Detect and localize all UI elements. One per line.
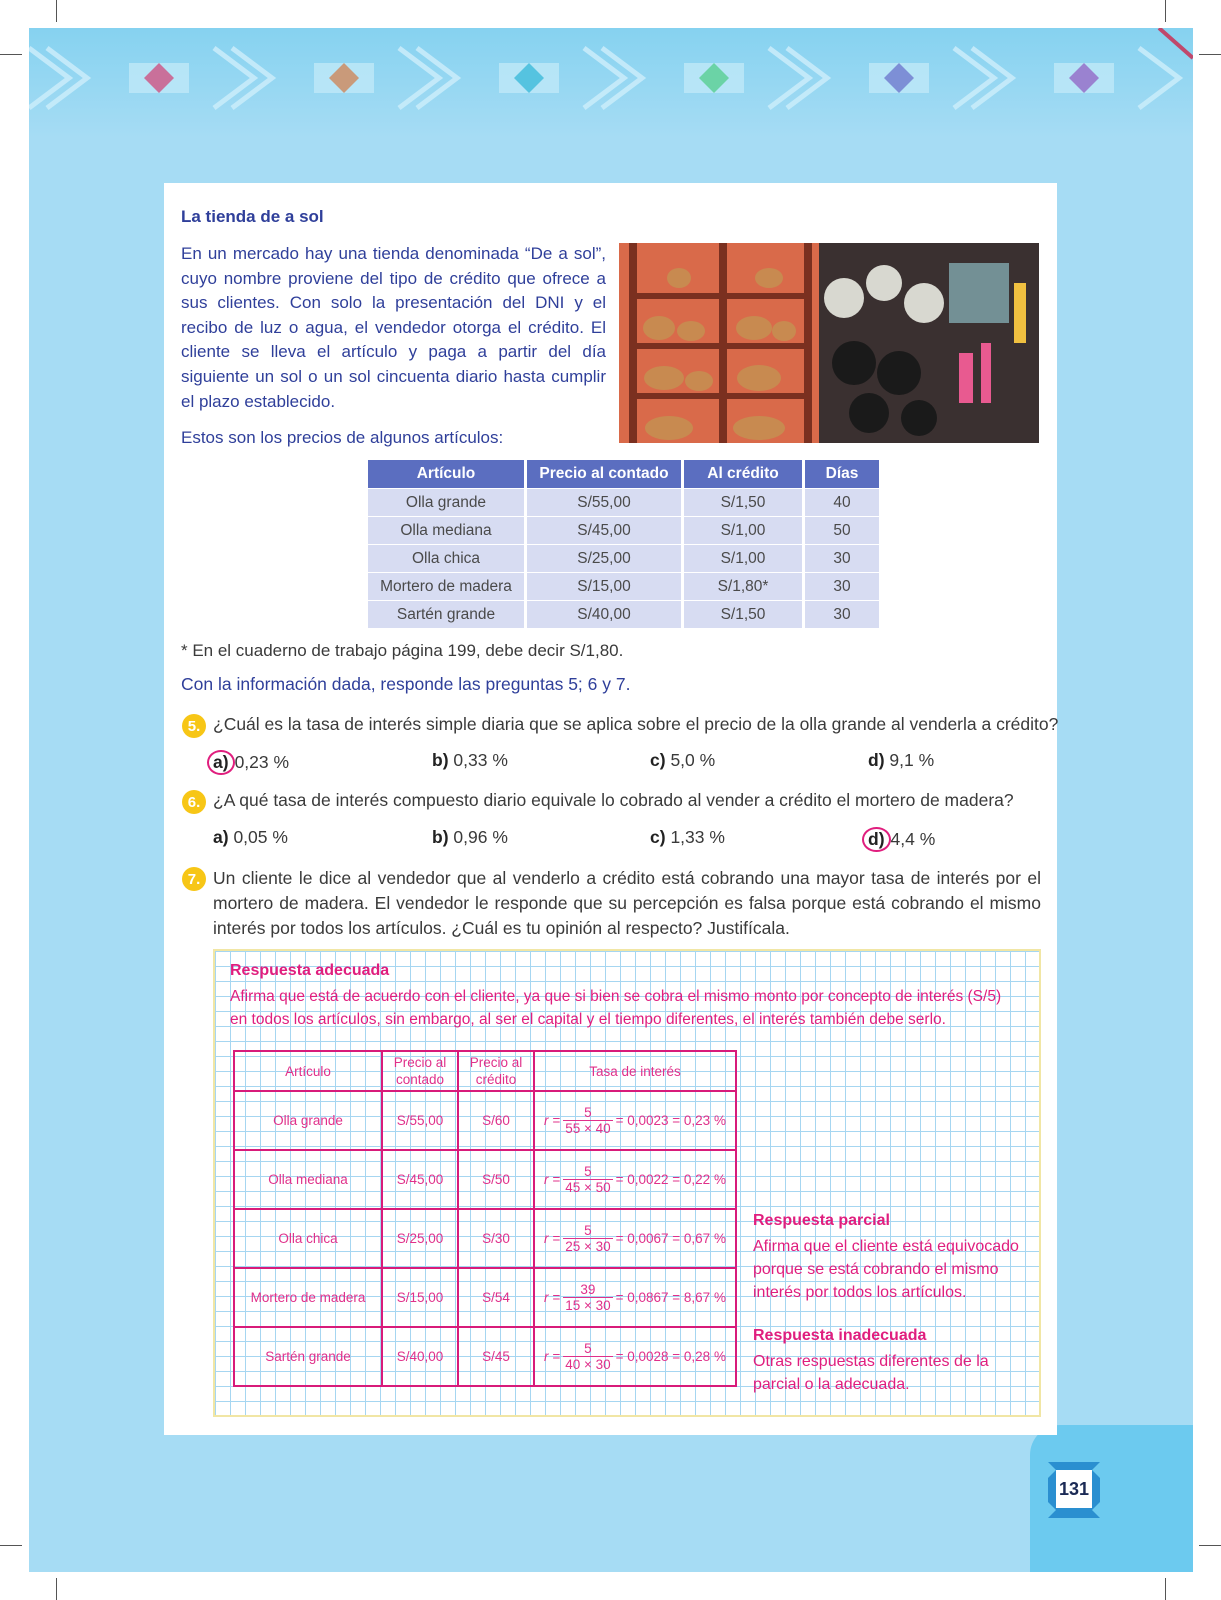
table-cell: S/55,00 — [527, 489, 681, 516]
table-cell: S/45 — [458, 1327, 534, 1386]
table-cell: S/25,00 — [527, 545, 681, 572]
column-header: Precio al crédito — [458, 1051, 534, 1091]
table-cell: S/30 — [458, 1209, 534, 1268]
formula — [544, 1105, 726, 1136]
table-header-row — [368, 460, 879, 488]
table-cell: Olla chica — [234, 1209, 382, 1268]
table-cell: S/50 — [458, 1150, 534, 1209]
trim-mark — [1199, 1545, 1221, 1546]
decorative-banner — [29, 28, 1193, 138]
table-row — [368, 601, 879, 628]
numerator: 5 — [584, 1341, 592, 1356]
numerator: 5 — [584, 1164, 592, 1179]
formula-cell — [534, 1091, 736, 1150]
table-cell: S/15,00 — [527, 573, 681, 600]
formula — [544, 1223, 726, 1254]
option-text: 5,0 % — [670, 750, 716, 770]
trim-mark — [56, 0, 57, 22]
intro-paragraph: En un mercado hay una tienda denominada “De a sol”, cuyo nombre proviene del tipo de crédito que ofrece a sus clientes. Con solo la presentación del DNI y el recibo de luz o agua, el vendedor otorga el crédito. El cliente se lleva el artículo y paga a partir del día siguiente un sol o un sol cincuenta diario hasta cumplir el plazo establecido. — [181, 244, 606, 411]
table-row — [368, 517, 879, 544]
table-cell: 30 — [805, 601, 879, 628]
question-text: ¿A qué tasa de interés compuesto diario equivale lo cobrado al vender a crédito el mortero de madera? — [213, 790, 1014, 810]
trim-mark — [56, 1578, 57, 1600]
banner-pattern-icon — [29, 28, 1193, 138]
interest-rate-table — [233, 1050, 737, 1387]
table-cell: S/40,00 — [382, 1327, 458, 1386]
formula — [544, 1341, 726, 1372]
question-text: ¿Cuál es la tasa de interés simple diaria que se aplica sobre el precio de la olla grande al venderla a crédito? — [213, 714, 1059, 734]
table-row — [368, 573, 879, 600]
fraction — [563, 1223, 612, 1254]
inadequate-answer-title: Respuesta inadecuada — [753, 1327, 927, 1344]
table-cell: 50 — [805, 517, 879, 544]
trim-mark — [0, 54, 22, 55]
table-row — [368, 489, 879, 516]
table-row — [368, 545, 879, 572]
formula — [544, 1282, 726, 1313]
formula-var: r = — [544, 1290, 561, 1305]
denominator: 55 × 40 — [565, 1121, 611, 1136]
table-cell: Sartén grande — [368, 601, 524, 628]
table-header-row — [234, 1051, 736, 1091]
option-text: 9,1 % — [889, 750, 935, 770]
table-cell: 30 — [805, 573, 879, 600]
table-cell: Olla mediana — [368, 517, 524, 544]
column-header: Precio al contado — [382, 1051, 458, 1091]
option-letter: c) — [650, 750, 666, 770]
answer-option — [650, 750, 715, 771]
prices-table — [365, 459, 882, 629]
question-number-badge: 7. — [182, 867, 206, 891]
table-cell: S/1,50 — [684, 601, 802, 628]
formula-result: = 0,0067 = 0,67 % — [615, 1231, 726, 1246]
formula-cell — [534, 1150, 736, 1209]
prices-intro: Estos son los precios de algunos artículos: — [181, 428, 504, 447]
table-row — [234, 1091, 736, 1150]
fraction — [563, 1282, 612, 1313]
option-letter: b) — [432, 750, 449, 770]
column-header: Artículo — [368, 460, 524, 488]
table-cell: S/45,00 — [382, 1150, 458, 1209]
answer-option — [868, 750, 934, 771]
table-cell: Sartén grande — [234, 1327, 382, 1386]
page-number: 131 — [1056, 1470, 1092, 1508]
table-cell: S/1,50 — [684, 489, 802, 516]
denominator: 40 × 30 — [565, 1357, 611, 1372]
answer-option — [432, 750, 508, 771]
denominator: 25 × 30 — [565, 1239, 611, 1254]
trim-mark — [0, 1545, 22, 1546]
footnote: * En el cuaderno de trabajo página 199, debe decir S/1,80. — [181, 641, 624, 660]
adequate-answer-title: Respuesta adecuada — [230, 962, 390, 979]
question-number-badge: 5. — [182, 714, 206, 738]
option-text: 1,33 % — [670, 827, 725, 847]
formula-cell — [534, 1327, 736, 1386]
answer-option — [213, 827, 288, 848]
fraction — [563, 1164, 612, 1195]
table-cell: S/55,00 — [382, 1091, 458, 1150]
numerator: 5 — [584, 1105, 592, 1120]
column-header: Artículo — [234, 1051, 382, 1091]
table-row — [234, 1327, 736, 1386]
option-text: 0,23 % — [234, 752, 290, 772]
option-text: 4,4 % — [890, 829, 936, 849]
market-shop-photo — [619, 243, 1039, 443]
formula-var: r = — [544, 1349, 561, 1364]
partial-answer-text: Afirma que el cliente está equivocado porque se está cobrando el mismo interés por todos los artículos. — [753, 1238, 1019, 1301]
option-text: 0,33 % — [453, 750, 508, 770]
table-row — [234, 1150, 736, 1209]
option-letter-circled: d) — [862, 827, 891, 852]
table-cell: S/45,00 — [527, 517, 681, 544]
table-cell: Olla grande — [234, 1091, 382, 1150]
section-title: La tienda de a sol — [181, 207, 324, 226]
instruction: Con la información dada, responde las preguntas 5; 6 y 7. — [181, 674, 631, 694]
table-cell: S/60 — [458, 1091, 534, 1150]
option-letter-circled: a) — [207, 750, 235, 775]
trim-mark — [1165, 1578, 1166, 1600]
table-cell: Olla mediana — [234, 1150, 382, 1209]
table-cell: Olla chica — [368, 545, 524, 572]
answer-option — [868, 827, 935, 852]
question-text: Un cliente le dice al vendedor que al venderlo a crédito está cobrando una mayor tasa de interés por el mortero de madera. El vendedor le responde que su percepción es falsa porque está cobrando el mismo interés por todos los artículos. ¿Cuál es tu opinión al respecto? Justifícala. — [213, 868, 1041, 938]
fraction — [563, 1341, 612, 1372]
denominator: 15 × 30 — [565, 1298, 611, 1313]
numerator: 5 — [584, 1223, 592, 1238]
adequate-answer-text: Afirma que está de acuerdo con el cliente, ya que si bien se cobra el mismo monto por concepto de interés (S/5) en todos los artículos, sin embargo, al ser el capital y el tiempo diferentes, el interés también debe serlo. — [230, 988, 1002, 1028]
formula-result: = 0,0023 = 0,23 % — [615, 1113, 726, 1128]
answer-option — [650, 827, 725, 848]
partial-answer-title: Respuesta parcial — [753, 1212, 890, 1229]
table-cell: Mortero de madera — [234, 1268, 382, 1327]
inadequate-answer-text: Otras respuestas diferentes de la parcial o la adecuada. — [753, 1353, 989, 1393]
denominator: 45 × 50 — [565, 1180, 611, 1195]
answer-option — [213, 750, 289, 775]
table-cell: 40 — [805, 489, 879, 516]
option-text: 0,05 % — [233, 827, 288, 847]
column-header: Tasa de interés — [534, 1051, 736, 1091]
table-cell: Mortero de madera — [368, 573, 524, 600]
column-header: Al crédito — [684, 460, 802, 488]
formula-var: r = — [544, 1172, 561, 1187]
column-header: Precio al contado — [527, 460, 681, 488]
table-cell: Olla grande — [368, 489, 524, 516]
table-cell: S/15,00 — [382, 1268, 458, 1327]
trim-mark — [1199, 54, 1221, 55]
formula-var: r = — [544, 1113, 561, 1128]
column-header: Días — [805, 460, 879, 488]
question-number-badge: 6. — [182, 790, 206, 814]
formula-result: = 0,0028 = 0,28 % — [615, 1349, 726, 1364]
table-row — [234, 1209, 736, 1268]
table-cell: S/1,00 — [684, 545, 802, 572]
option-letter: b) — [432, 827, 449, 847]
table-cell: S/25,00 — [382, 1209, 458, 1268]
table-cell: S/1,00 — [684, 517, 802, 544]
fraction — [563, 1105, 612, 1136]
table-cell: S/54 — [458, 1268, 534, 1327]
numerator: 39 — [580, 1282, 596, 1297]
option-letter: a) — [213, 827, 229, 847]
table-cell: 30 — [805, 545, 879, 572]
table-row — [234, 1268, 736, 1327]
trim-mark — [1165, 0, 1166, 22]
answer-option — [432, 827, 508, 848]
table-cell: S/40,00 — [527, 601, 681, 628]
table-cell: S/1,80* — [684, 573, 802, 600]
formula-cell — [534, 1268, 736, 1327]
formula-var: r = — [544, 1231, 561, 1246]
formula — [544, 1164, 726, 1195]
formula-cell — [534, 1209, 736, 1268]
formula-result: = 0,0867 = 8,67 % — [615, 1290, 726, 1305]
formula-result: = 0,0022 = 0,22 % — [615, 1172, 726, 1187]
option-letter: d) — [868, 750, 885, 770]
option-letter: c) — [650, 827, 666, 847]
option-text: 0,96 % — [453, 827, 508, 847]
